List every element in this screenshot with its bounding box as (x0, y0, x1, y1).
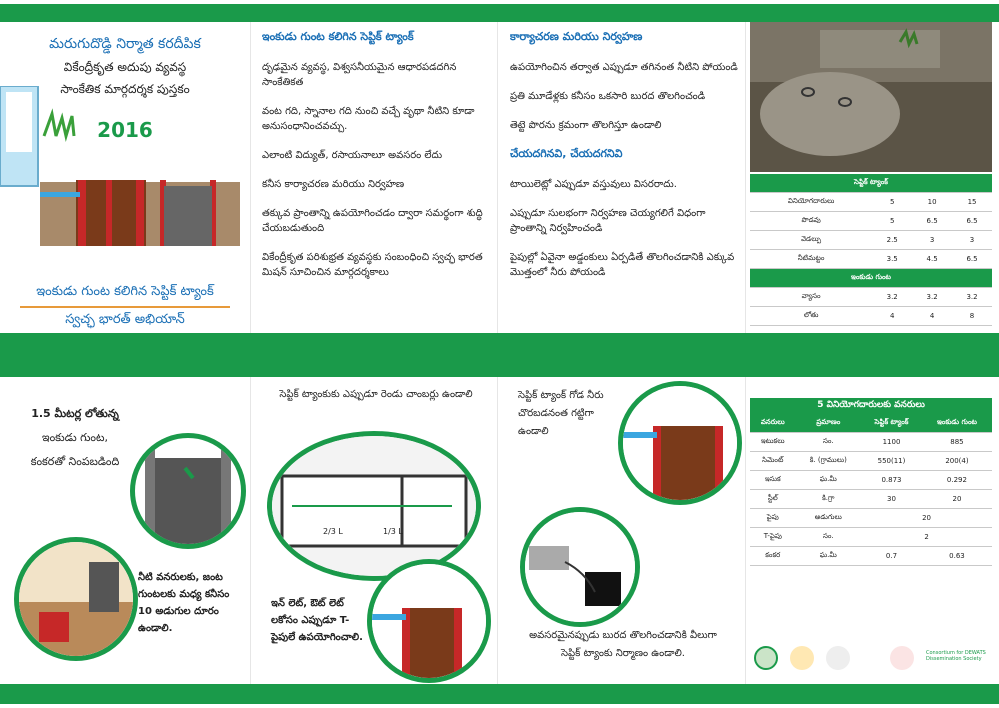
pit-text-a: 1.5 మీటర్ల లోతున్న (31, 407, 119, 420)
materials-panel (750, 398, 992, 684)
pit-panel (0, 377, 250, 684)
table-row: నీటిమట్టం 3.5 4.5 6.5 (750, 250, 992, 269)
logo-3 (826, 646, 850, 670)
dos-text: టాయిలెట్లో ఎప్పుడూ వస్తువులు విసరరాదు. (510, 179, 677, 190)
cover-year: 2016 (97, 118, 153, 142)
logo-2 (790, 646, 814, 670)
table-row: T-పైపు సం. 2 (750, 528, 992, 547)
dos-text: పైపుల్లో ఏవైనా అడ్డంకులు ఏర్పడితే తొలగించడానికి ఎక్కువ మొత్తంలో నీరు పోయండి (510, 252, 735, 278)
table-header: ఇంకుడు గుంట (750, 269, 992, 288)
cover-subtitle: ఇంకుడు గుంట కలిగిన సెప్టిక్ ట్యాంక్ (36, 284, 214, 299)
feature-text: ఎలాంటి విద్యుత్, రసాయనాలూ అవసరం లేదు (262, 150, 443, 161)
inlet-circle (367, 559, 491, 683)
wall-text: సెప్టిక్ ట్యాంక్ గోడ నీరు చొరబడనంత గట్టిగా ఉండాలి (518, 390, 604, 437)
cover-line3: సాంకేతిక మార్గదర్శక పుస్తకం (60, 82, 190, 96)
pit-text-b: ఇంకుడు గుంట, (42, 431, 108, 444)
dos-donts-heading: చేయదగినవి, చేయదగనివి (510, 147, 623, 160)
cover-title: మరుగుదొడ్డి నిర్మాత కరదీపిక (49, 36, 201, 52)
chamber-label-b: 1/3 L (383, 527, 403, 536)
maintenance-text: ప్రతి మూడేళ్లకు కనీసం ఒకసారి బురద తొలగించండి (510, 91, 706, 102)
materials-table: వనరులు ప్రమాణం సెప్టిక్ ట్యాంక్ ఇంకుడు గుంట ఇటుకలు సం. 1100 885 సిమెంట్ కి. (గ్రాములు) 550(11) 200(4) ఇసుక ఘ.మీ 0.873 0.292 స్టీల్ కి.గ్రా 30 20 పైపు అడుగులు 20 T-పైపు సం. 2 కంకర ఘ.మీ 0.7 0.63 (750, 414, 992, 566)
chambers-text: సెప్టిక్ ట్యాంకుకు ఎప్పుడూ రెండు చాంబర్లు ఉండాలి (279, 389, 473, 400)
logo-1 (754, 646, 778, 670)
tank-photo (750, 22, 992, 172)
cover-illustration (0, 86, 240, 246)
feature-text: కనీస కార్యాచరణ మరియు నిర్వహణ (262, 179, 405, 190)
feature-text: వికేంద్రీకృత పరిశుభ్రత వ్యవస్థకు సంబంధించి స్వచ్ఛ భారత మిషన్ సూచించిన మార్గదర్శకాలు (262, 252, 483, 278)
logo-5-text: Consortium for DEWATS Dissemination Society (926, 650, 986, 662)
table-row: స్టీల్ కి.గ్రా 30 20 (750, 490, 992, 509)
middle-green-band (0, 333, 999, 377)
feature-text: తక్కువ ప్రాంతాన్ని ఉపయోగించడం ద్వారా సమర్థంగా శుద్ధి చేయబడుతుంది (262, 208, 483, 234)
maintenance-panel (510, 30, 738, 330)
sludge-text: అవసరమైనప్పుడు బురద తొలగించడానికి వీలుగా సెప్టిక్ ట్యాంకు నిర్మాణం ఉండాలి. (529, 630, 717, 659)
features-heading: ఇంకుడు గుంట కలిగిన సెప్టిక్ ట్యాంక్ (262, 30, 414, 43)
table-row: వినియోగదారులు 5 10 15 (750, 193, 992, 212)
inlet-text: ఇన్ లెట్, ఔట్ లెట్ లకోసం ఎప్పుడూ T-పైపులే ఉపయోగించాలి. (271, 598, 363, 643)
table-header: సెప్టిక్ ట్యాంక్ (750, 174, 992, 193)
cover-line2: వికేంద్రీకృత అదుపు వ్యవస్థ (63, 60, 187, 74)
table-row: వ్యాసం 3.2 3.2 3.2 (750, 288, 992, 307)
cover-campaign: స్వచ్ఛ భారత్ అభియాన్ (65, 312, 185, 327)
materials-title: 5 వినియోగదారులకు వనరులు (750, 398, 992, 414)
features-panel (262, 30, 490, 330)
dos-text: ఎప్పుడూ సులభంగా నిర్వహణ చెయ్యగలిగే విధంగా ప్రాంతాన్ని నిర్వహించండి (510, 208, 706, 234)
cover-panel (0, 22, 250, 333)
table-row: సిమెంట్ కి. (గ్రాములు) 550(11) 200(4) (750, 452, 992, 471)
water-text: నీటి వనరులకు, జంట గుంటలకు మధ్య కనీసం 10 అడుగుల దూరం ఉండాలి. (138, 572, 230, 634)
maintenance-text: ఉపయోగించిన తర్వాత ఎప్పుడూ తగినంత నీటిని పోయండి (510, 62, 738, 73)
photo-table-panel (750, 22, 992, 333)
maintenance-text: తెట్టె పొరను క్రమంగా తొలగిస్తూ ఉండాలి (510, 120, 662, 131)
maintenance-heading: కార్యాచరణ మరియు నిర్వహణ (510, 30, 643, 43)
chambers-circle (267, 431, 481, 581)
wall-circle (618, 381, 742, 505)
dims-table (750, 174, 992, 326)
top-green-band (0, 4, 999, 22)
table-row: లోతు 4 4 8 (750, 307, 992, 326)
table-row: పొడవు 5 6.5 6.5 (750, 212, 992, 231)
feature-text: దృఢమైన వ్యవస్థ, విశ్వసనీయమైన ఆధారపడదగిన సాంకేతికత (262, 62, 457, 88)
table-row: కంకర ఘ.మీ 0.7 0.63 (750, 547, 992, 566)
chamber-label-a: 2/3 L (323, 527, 343, 536)
table-row: వెడల్పు 2.5 3 3 (750, 231, 992, 250)
pit-text-c: కంకరతో నింపబడింది (30, 455, 120, 468)
feature-text: వంట గది, స్నానాల గది నుంచి వచ్చే వృథా నీటిని కూడా అనుసంధానించవచ్చు. (262, 106, 475, 132)
bottom-green-band (0, 684, 999, 704)
table-row: ఇటుకలు సం. 1100 885 (750, 433, 992, 452)
sludge-circle (520, 507, 640, 627)
table-row: పైపు అడుగులు 20 (750, 509, 992, 528)
wall-panel (498, 377, 744, 684)
pit-circle (130, 433, 246, 549)
table-row: ఇసుక ఘ.మీ 0.873 0.292 (750, 471, 992, 490)
chambers-panel (251, 377, 497, 684)
water-source-circle (14, 537, 138, 661)
logo-4 (890, 646, 914, 670)
